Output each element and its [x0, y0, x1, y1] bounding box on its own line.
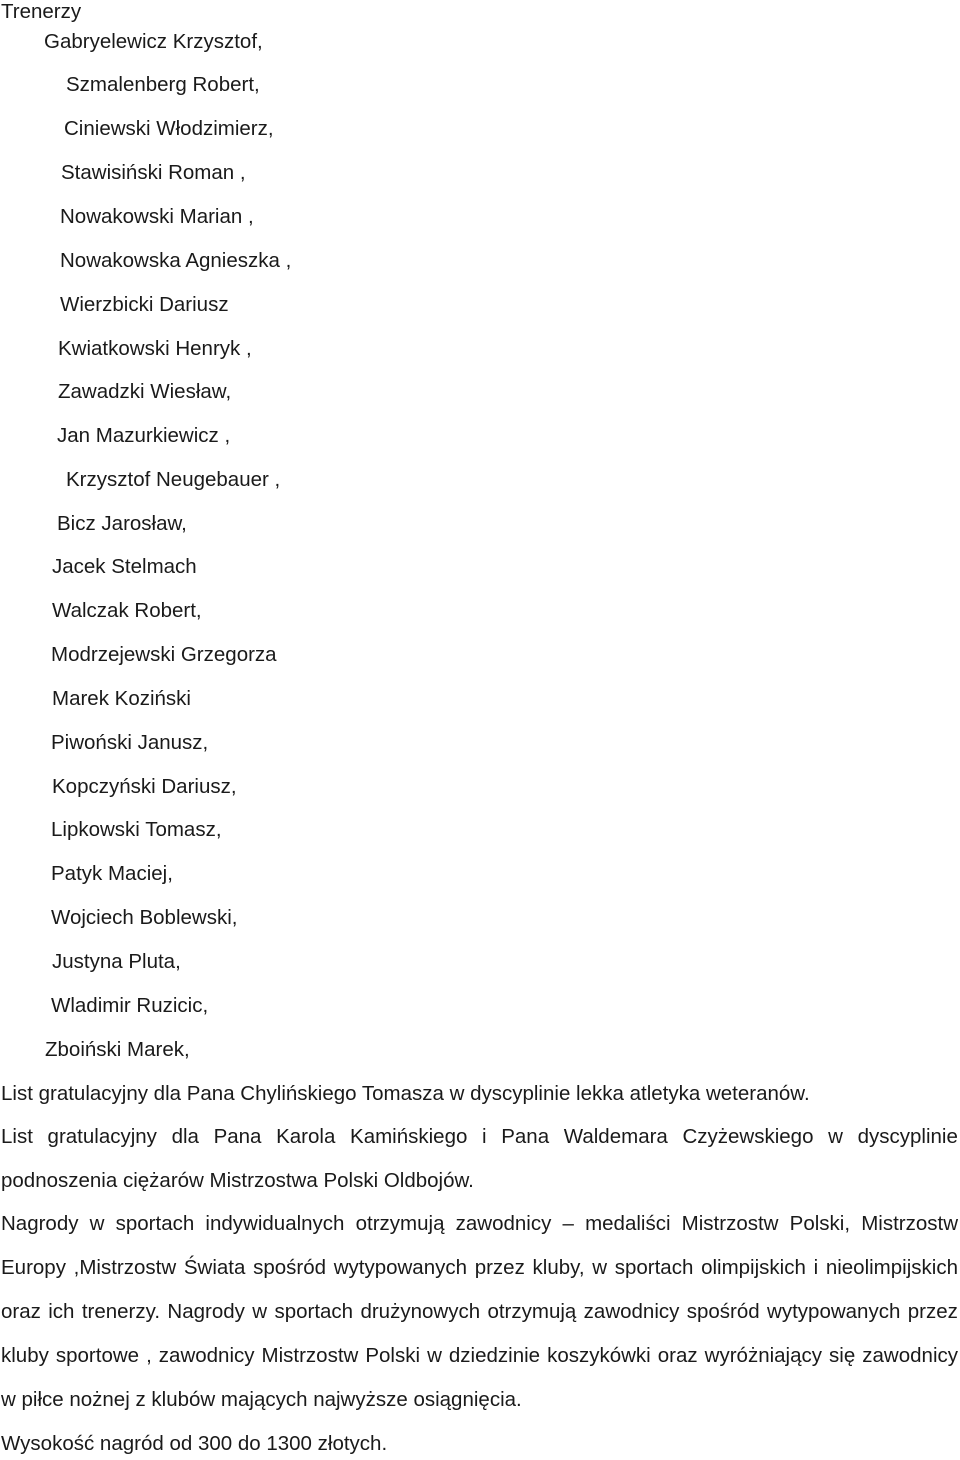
- word: zawodnicy: [158, 1344, 255, 1367]
- word: dla: [171, 1125, 199, 1148]
- word: spośród: [253, 1256, 326, 1279]
- word: zawodnicy: [455, 1212, 552, 1235]
- word: nieolimpijskich: [825, 1256, 958, 1279]
- word: wytypowanych: [333, 1256, 467, 1279]
- justified-line: [1, 1300, 958, 1324]
- word: kluby: [1, 1344, 49, 1367]
- coach-name: Marek Koziński: [52, 687, 191, 710]
- word: Polski,: [789, 1212, 851, 1235]
- word: indywidualnych: [205, 1212, 345, 1235]
- coach-name: Modrzejewski Grzegorza: [51, 643, 277, 666]
- coach-name: Nowakowski Marian ,: [60, 205, 254, 228]
- justified-line: [1, 1125, 958, 1149]
- coach-name: Nowakowska Agnieszka ,: [60, 249, 292, 272]
- word: List: [1, 1125, 33, 1148]
- word: otrzymują: [487, 1300, 577, 1323]
- word: Mistrzostw: [261, 1344, 359, 1367]
- word: sportach: [115, 1212, 195, 1235]
- paragraph-line: w piłce nożnej z klubów mających najwyższe osiągnięcia.: [1, 1388, 522, 1411]
- award-amount: Wysokość nagród od 300 do 1300 złotych.: [1, 1432, 388, 1455]
- word: Świata: [183, 1256, 246, 1279]
- word: zawodnicy: [583, 1300, 680, 1323]
- coach-name: Kwiatkowski Henryk ,: [58, 337, 252, 360]
- word: –: [562, 1212, 574, 1235]
- word: wytypowanych: [767, 1300, 901, 1323]
- word: się: [829, 1344, 856, 1367]
- word: dziedzinie: [448, 1344, 541, 1367]
- word: dyscyplinie: [857, 1125, 958, 1148]
- word: Pana: [501, 1125, 550, 1148]
- coach-name: Kopczyński Dariusz,: [52, 775, 237, 798]
- word: spośród: [686, 1300, 760, 1323]
- coach-name: Ciniewski Włodzimierz,: [64, 117, 274, 140]
- word: gratulacyjny: [47, 1125, 157, 1148]
- word: Nagrody: [167, 1300, 245, 1323]
- word: i: [482, 1125, 487, 1148]
- paragraph-line: [1, 1344, 958, 1368]
- coach-name: Krzysztof Neugebauer ,: [66, 468, 281, 491]
- coach-name: Jacek Stelmach: [52, 555, 197, 578]
- word: otrzymują: [355, 1212, 445, 1235]
- word: oraz: [1, 1300, 41, 1323]
- justified-line: [1, 1212, 958, 1236]
- coach-name: Patyk Maciej,: [51, 862, 173, 885]
- paragraph-line: [1, 1125, 958, 1149]
- word: oraz: [657, 1344, 698, 1367]
- word: trenerzy.: [81, 1300, 161, 1323]
- paragraph-line: [1, 1256, 958, 1280]
- word: kluby,: [532, 1256, 585, 1279]
- paragraph-line: podnoszenia ciężarów Mistrzostwa Polski Oldbojów.: [1, 1169, 474, 1192]
- word: w: [828, 1125, 843, 1148]
- word: ,: [146, 1344, 152, 1367]
- word: ich: [48, 1300, 75, 1323]
- word: Nagrody: [1, 1212, 79, 1235]
- coach-name: Wierzbicki Dariusz: [60, 293, 229, 316]
- word: Karola: [276, 1125, 336, 1148]
- word: Mistrzostw: [681, 1212, 779, 1235]
- coach-name: Walczak Robert,: [52, 599, 202, 622]
- word: w: [252, 1300, 268, 1323]
- justified-line: [1, 1344, 958, 1368]
- word: olimpijskich: [701, 1256, 806, 1279]
- paragraph-line: [1, 1300, 958, 1324]
- word: koszykówki: [547, 1344, 651, 1367]
- coach-name: Zawadzki Wiesław,: [58, 380, 232, 403]
- paragraph-line: [1, 1212, 958, 1236]
- word: zawodnicy: [862, 1344, 958, 1367]
- coach-name: Wojciech Boblewski,: [51, 906, 238, 929]
- word: Europy: [1, 1256, 66, 1279]
- coach-name: Wladimir Ruzicic,: [51, 994, 209, 1017]
- coach-name: Justyna Pluta,: [52, 950, 181, 973]
- coach-name: Piwoński Janusz,: [51, 731, 209, 754]
- section-heading-coaches: Trenerzy: [1, 0, 82, 23]
- word: ,Mistrzostw: [73, 1256, 177, 1279]
- justified-line: [1, 1256, 958, 1280]
- word: wyróżniający: [704, 1344, 823, 1367]
- word: w: [427, 1344, 442, 1367]
- word: w: [592, 1256, 608, 1279]
- coach-name: Bicz Jarosław,: [57, 512, 187, 535]
- word: sportowe: [55, 1344, 140, 1367]
- word: drużynowych: [360, 1300, 481, 1323]
- word: Kamińskiego: [350, 1125, 468, 1148]
- coach-name: Gabryelewicz Krzysztof,: [44, 30, 263, 53]
- word: Mistrzostw: [861, 1212, 958, 1235]
- coach-name: Lipkowski Tomasz,: [51, 818, 222, 841]
- coach-name: Stawisiński Roman ,: [61, 161, 246, 184]
- word: medaliści: [585, 1212, 671, 1235]
- word: Polski: [365, 1344, 421, 1367]
- coach-name: Szmalenberg Robert,: [66, 73, 260, 96]
- word: Waldemara: [563, 1125, 668, 1148]
- word: sportach: [614, 1256, 694, 1279]
- word: Czyżewskiego: [682, 1125, 814, 1148]
- word: Pana: [213, 1125, 262, 1148]
- word: w: [89, 1212, 105, 1235]
- word: sportach: [274, 1300, 354, 1323]
- word: i: [813, 1256, 819, 1279]
- word: przez: [907, 1300, 958, 1323]
- letter-chylinski: List gratulacyjny dla Pana Chylińskiego Tomasza w dyscyplinie lekka atletyka weteranów.: [1, 1082, 810, 1105]
- word: przez: [474, 1256, 525, 1279]
- coach-name: Jan Mazurkiewicz ,: [57, 424, 231, 447]
- coach-name: Zboiński Marek,: [45, 1038, 190, 1061]
